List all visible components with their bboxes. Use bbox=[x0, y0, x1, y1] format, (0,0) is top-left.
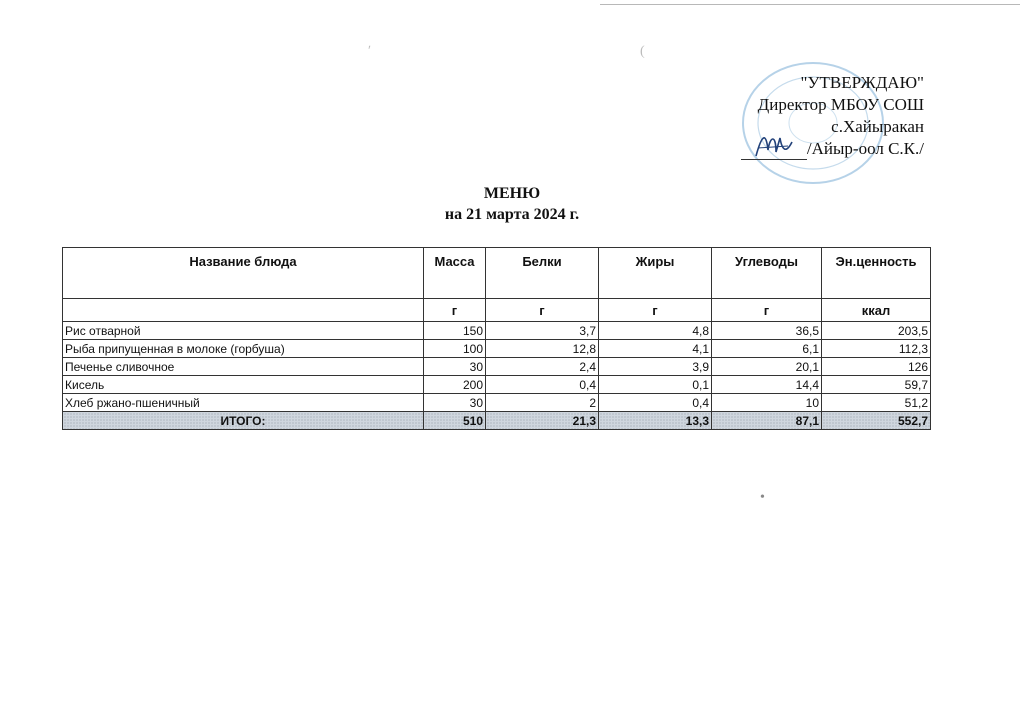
table-row bbox=[63, 358, 931, 376]
fat-value: 4,8 bbox=[599, 322, 712, 340]
mass-value: 30 bbox=[424, 358, 486, 376]
table-header-row bbox=[63, 248, 931, 299]
protein-value: 2,4 bbox=[486, 358, 599, 376]
carbs-value: 6,1 bbox=[712, 340, 822, 358]
carbs-value: 10 bbox=[712, 394, 822, 412]
column-header-fat: Жиры bbox=[599, 248, 712, 299]
table-row bbox=[63, 394, 931, 412]
table-row bbox=[63, 340, 931, 358]
protein-value: 12,8 bbox=[486, 340, 599, 358]
table-row bbox=[63, 376, 931, 394]
dish-name: Кисель bbox=[63, 376, 424, 394]
carbs-value: 20,1 bbox=[712, 358, 822, 376]
unit-cell: г bbox=[424, 299, 486, 322]
total-fat: 13,3 bbox=[599, 412, 712, 430]
dish-name: Рыба припущенная в молоке (горбуша) bbox=[63, 340, 424, 358]
approval-heading: "УТВЕРЖДАЮ" bbox=[800, 73, 924, 92]
scan-speck: ( bbox=[640, 44, 645, 59]
dish-name: Печенье сливочное bbox=[63, 358, 424, 376]
column-header-protein: Белки bbox=[486, 248, 599, 299]
mass-value: 30 bbox=[424, 394, 486, 412]
column-header-mass: Масса bbox=[424, 248, 486, 299]
column-header-dish: Название блюда bbox=[63, 248, 424, 299]
table-row bbox=[63, 322, 931, 340]
scan-edge-line bbox=[600, 4, 1020, 5]
approval-block bbox=[741, 72, 924, 160]
protein-value: 0,4 bbox=[486, 376, 599, 394]
table-units-row bbox=[63, 299, 931, 322]
approval-signatory bbox=[741, 138, 924, 160]
mass-value: 150 bbox=[424, 322, 486, 340]
fat-value: 3,9 bbox=[599, 358, 712, 376]
energy-value: 126 bbox=[822, 358, 931, 376]
dish-name: Хлеб ржано-пшеничный bbox=[63, 394, 424, 412]
page-title: МЕНЮ bbox=[483, 185, 541, 202]
approval-name: /Айыр-оол С.К./ bbox=[806, 139, 924, 158]
total-label: ИТОГО: bbox=[63, 412, 424, 430]
menu-table bbox=[62, 247, 931, 430]
mass-value: 100 bbox=[424, 340, 486, 358]
dish-name: Рис отварной bbox=[63, 322, 424, 340]
unit-cell: г bbox=[599, 299, 712, 322]
column-header-carbs: Углеводы bbox=[712, 248, 822, 299]
total-protein: 21,3 bbox=[486, 412, 599, 430]
fat-value: 0,4 bbox=[599, 394, 712, 412]
table-total-row bbox=[63, 412, 931, 430]
scan-speck: ʹ bbox=[368, 44, 372, 59]
energy-value: 59,7 bbox=[822, 376, 931, 394]
protein-value: 3,7 bbox=[486, 322, 599, 340]
carbs-value: 14,4 bbox=[712, 376, 822, 394]
unit-cell: г bbox=[486, 299, 599, 322]
energy-value: 112,3 bbox=[822, 340, 931, 358]
total-energy: 552,7 bbox=[822, 412, 931, 430]
total-carbs: 87,1 bbox=[712, 412, 822, 430]
fat-value: 0,1 bbox=[599, 376, 712, 394]
signature-line bbox=[741, 143, 807, 160]
approval-position: Директор МБОУ СОШ bbox=[757, 95, 924, 114]
fat-value: 4,1 bbox=[599, 340, 712, 358]
energy-value: 51,2 bbox=[822, 394, 931, 412]
column-header-energy: Эн.ценность bbox=[822, 248, 931, 299]
total-mass: 510 bbox=[424, 412, 486, 430]
mass-value: 200 bbox=[424, 376, 486, 394]
approval-village: с.Хайыракан bbox=[831, 117, 924, 136]
energy-value: 203,5 bbox=[822, 322, 931, 340]
protein-value: 2 bbox=[486, 394, 599, 412]
unit-cell bbox=[63, 299, 424, 322]
unit-cell: г bbox=[712, 299, 822, 322]
page-subtitle: на 21 марта 2024 г. bbox=[444, 206, 580, 223]
unit-cell: ккал bbox=[822, 299, 931, 322]
carbs-value: 36,5 bbox=[712, 322, 822, 340]
scan-speck: • bbox=[760, 490, 765, 505]
